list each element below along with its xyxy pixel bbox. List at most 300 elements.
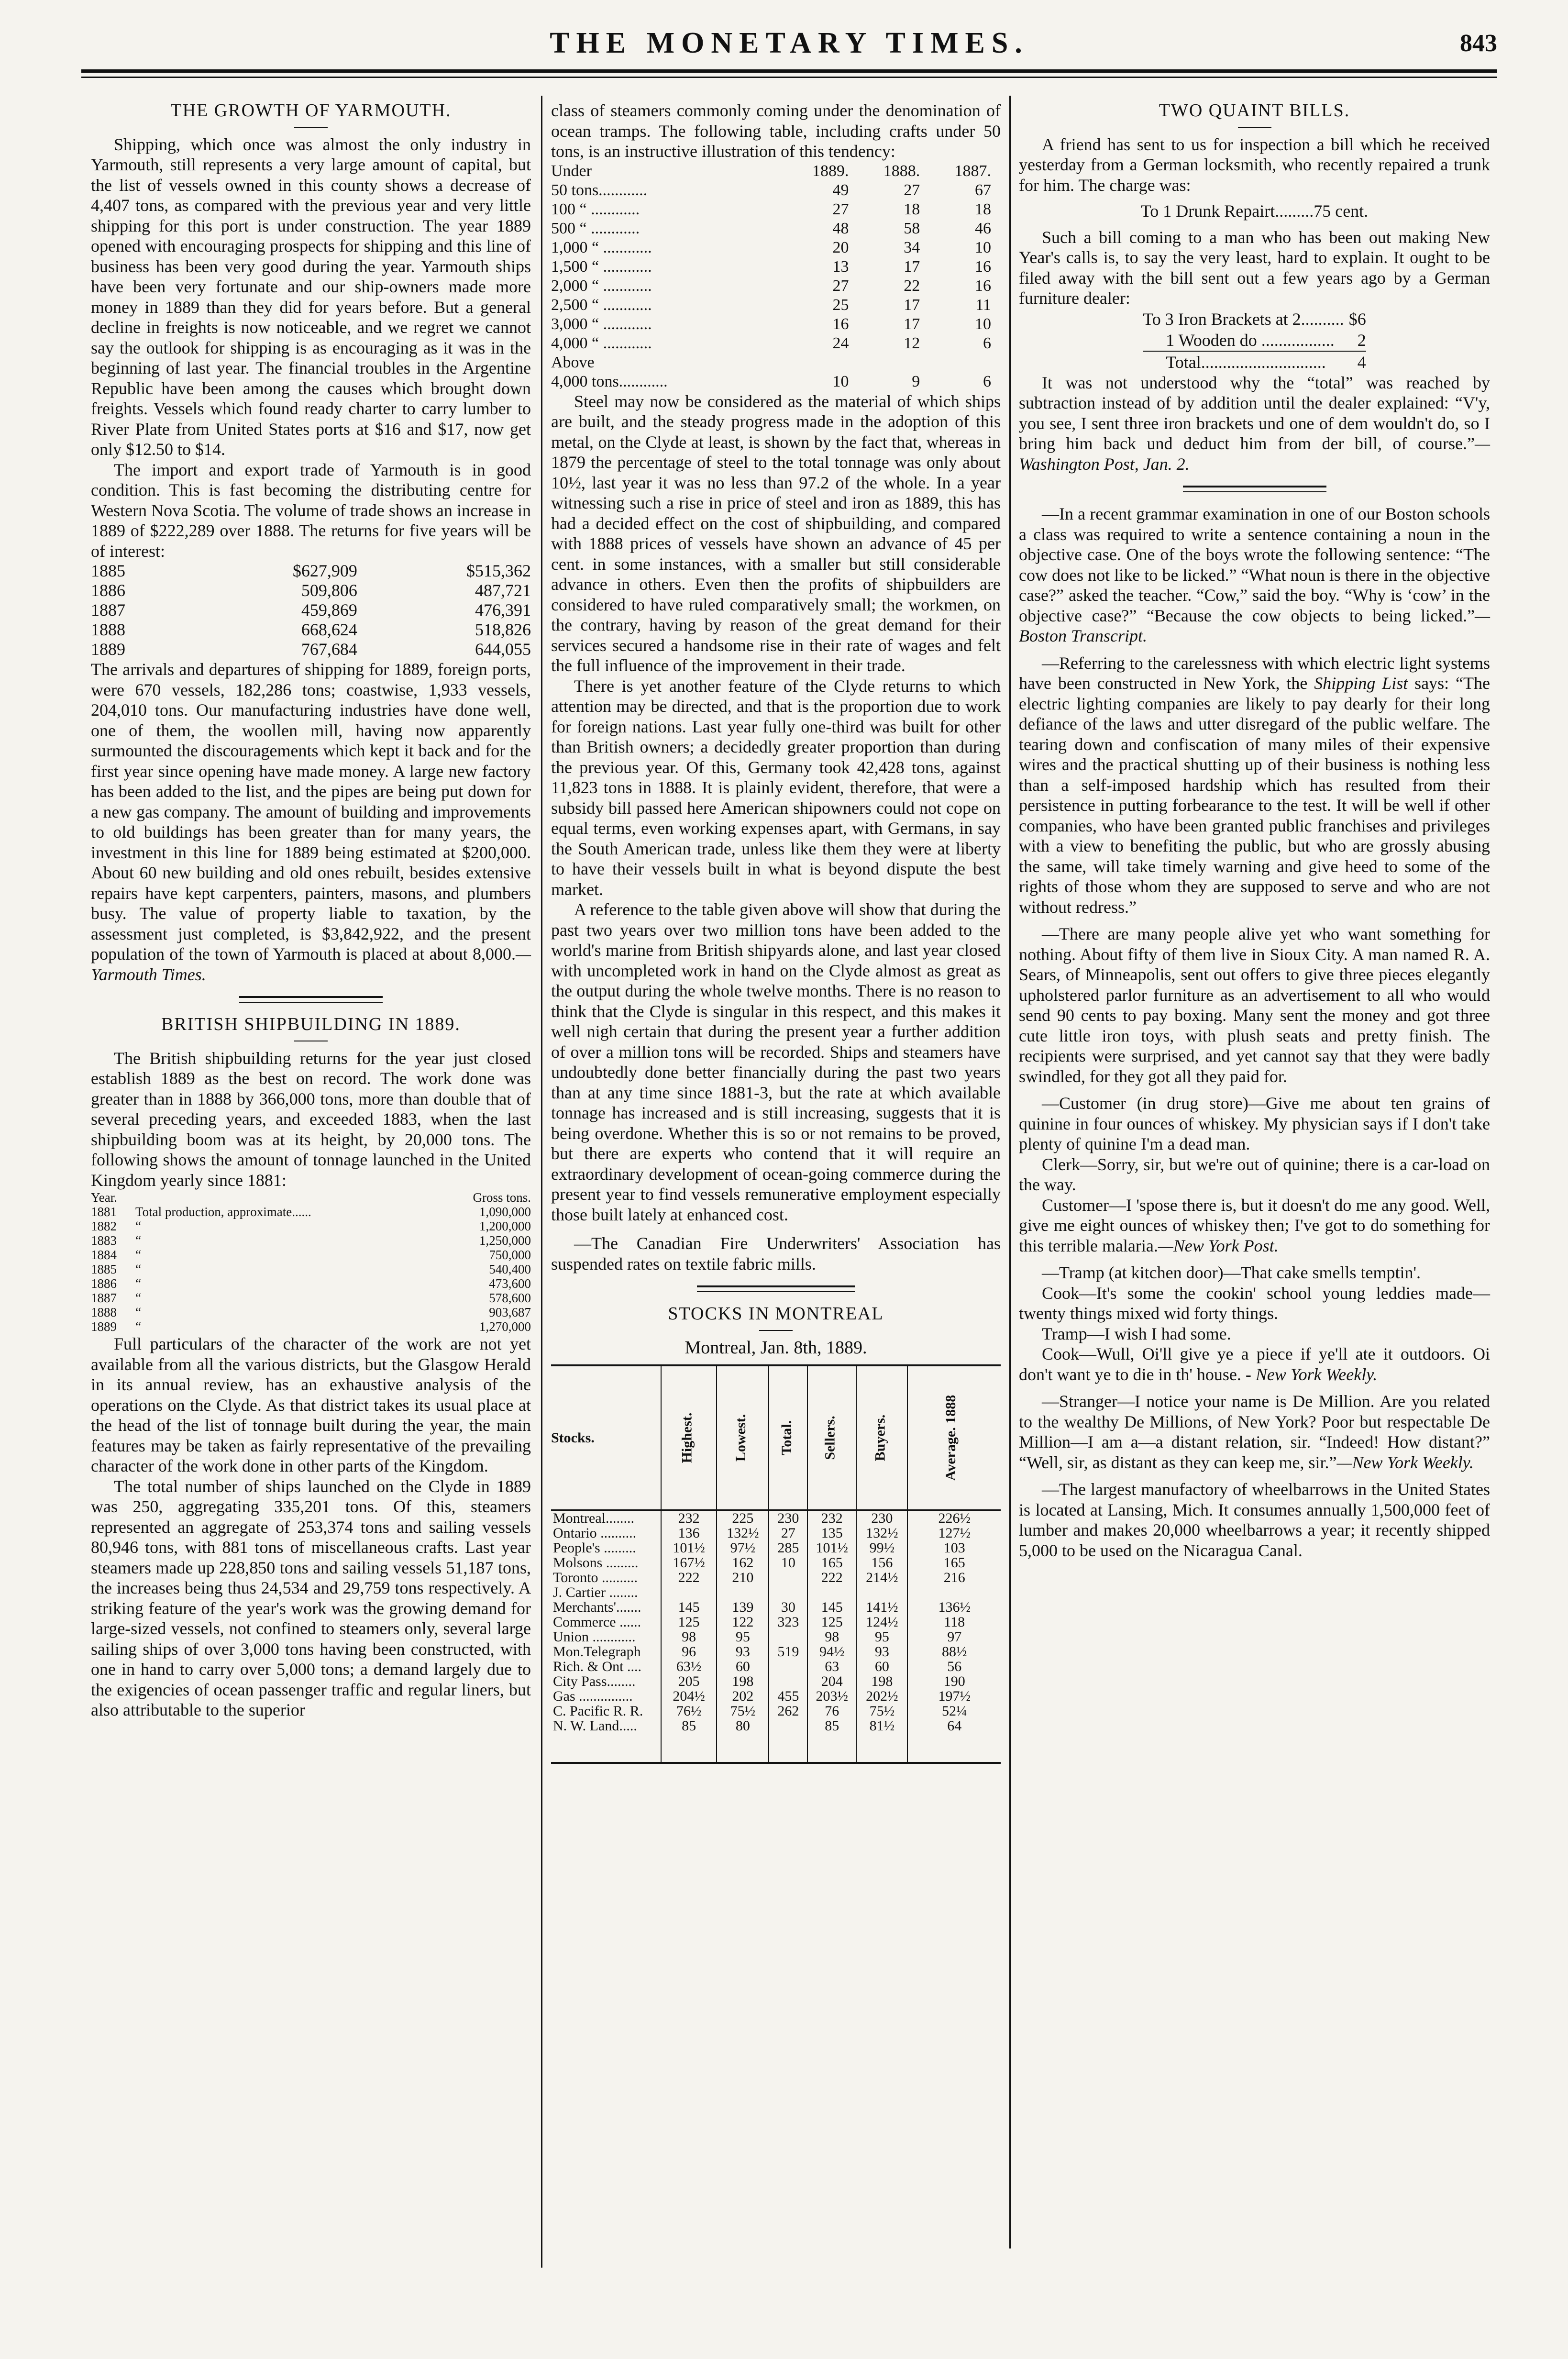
stock-value: 136	[661, 1526, 717, 1540]
table-cell-year: 1882	[91, 1219, 117, 1233]
stock-value: 222	[807, 1570, 856, 1585]
source-credit: —Washington Post, Jan. 2.	[1019, 434, 1490, 474]
stock-value: 167½	[661, 1555, 717, 1570]
section-divider	[1183, 486, 1326, 492]
column-header-label: Stocks.	[551, 1429, 595, 1446]
paragraph-text: —In a recent grammar examination in one of our Boston schools a class was required to write a sentence containing a noun in the objective case. One of the boys wrote the following sentence: “The cow does not like to be licked.” “What noun is there in the objective case?” asked the teacher. “Cow,” said the boy. “Why is ‘cow’ in the objective case?” “Because the cow objects to being licked.”	[1019, 504, 1490, 625]
stock-name: Molsons .........	[551, 1555, 661, 1570]
stock-value: 125	[661, 1615, 717, 1629]
stock-value: 232	[661, 1510, 717, 1526]
column-header-label: Buyers.	[872, 1414, 888, 1461]
stock-value: 60	[717, 1659, 769, 1674]
table-cell-label: 2,000 “ ............	[551, 277, 652, 295]
table-cell-tons: 1,270,000	[479, 1319, 531, 1334]
stock-value: 93	[717, 1644, 769, 1659]
page-number: 843	[1460, 30, 1497, 57]
table-cell-year: 1886	[91, 1276, 117, 1291]
column-left	[91, 96, 531, 1720]
newspaper-title: THE MONETARY TIMES.	[550, 27, 1029, 59]
stock-value: 132½	[717, 1526, 769, 1540]
stock-value: 98	[661, 1629, 717, 1644]
stock-value: 230	[856, 1510, 907, 1526]
stock-value: 124½	[856, 1615, 907, 1629]
source-credit: —New York Post.	[1158, 1236, 1279, 1255]
stock-value: 10	[769, 1555, 807, 1570]
paragraph	[1019, 504, 1490, 646]
stock-value: 85	[807, 1718, 856, 1733]
paragraph: —Tramp (at kitchen door)—That cake smells temptin'.	[1042, 1263, 1421, 1282]
stock-value: 127½	[938, 1525, 971, 1541]
bill-total-row	[1143, 351, 1366, 373]
table-cell-exports: 518,826	[475, 620, 531, 639]
stock-name: Gas ...............	[551, 1689, 661, 1704]
stock-name: People's .........	[551, 1540, 661, 1555]
table-cell: 17	[904, 257, 920, 276]
table-row	[91, 561, 531, 581]
table-cell: 6	[983, 334, 991, 352]
table-cell-year: 1883	[91, 1233, 117, 1248]
column-header	[807, 1366, 856, 1510]
table-cell-ditto: “	[135, 1262, 141, 1276]
stock-name: City Pass........	[551, 1674, 661, 1689]
table-cell-year: 1887	[91, 600, 125, 620]
table-row	[91, 600, 531, 620]
table-cell-tons: 1,250,000	[479, 1233, 531, 1248]
publication-name: Shipping List	[1314, 674, 1408, 693]
table-header-row	[551, 162, 991, 181]
table-cell-label: Total production, approximate......	[135, 1205, 311, 1219]
table-cell-tons: 903,687	[489, 1305, 531, 1319]
stock-value: 205	[661, 1674, 717, 1689]
paragraph-text: The arrivals and departures of shipping for 1889, foreign ports, were 670 vessels, 182,286 tons; coastwise, 1,933 vessels, 204,010 tons. Our manufacturing industries have done well, one of them, the woollen mill, having now apparently surmounted the discouragements which kept it back and for the first year since opening have made money. A large new factory has been added to the list, and the pipes are being put down for a new gas company. The amount of building and improvements to old buildings has been greater than for many years, the investment in this line for 1889 being estimated at $200,000. About 60 new building and old ones rebuilt, besides extensive repairs have kept carpenters, painters, masons, and plumbers busy. The value of property liable to taxation, by the assessment just completed, is $3,842,922, and the present population of the town of Yarmouth is placed at about 8,000.	[91, 660, 531, 964]
paragraph-text: It was not understood why the “total” was reached by subtraction instead of by addition until the dealer explained: “V'y, you see, I sent three iron brackets und one of dem wouldn't do, so I bring him back und deduct him from der bill, of course.”	[1019, 373, 1490, 453]
column-header	[661, 1366, 717, 1510]
stock-value: 198	[856, 1674, 907, 1689]
paragraph: —Customer (in drug store)—Give me about ten grains of quinine in four ounces of whiskey. My physician says if I don't take plenty of quinine I'm a dead man.	[1019, 1094, 1490, 1153]
table-cell-year: 1884	[91, 1248, 117, 1262]
table-cell-imports: 459,869	[301, 600, 357, 620]
masthead-rule	[81, 69, 1497, 73]
column-divider	[1009, 96, 1011, 2248]
stock-value: 95	[717, 1629, 769, 1644]
table-cell-ditto: “	[135, 1219, 141, 1233]
stock-value	[769, 1629, 807, 1644]
table-cell-exports: 644,055	[475, 640, 531, 659]
table-row	[551, 200, 991, 219]
column-header-label: Average. 1888	[943, 1395, 959, 1481]
stock-value: 222	[661, 1570, 717, 1585]
stock-name: Union ............	[551, 1629, 661, 1644]
paragraph	[1019, 373, 1490, 475]
stock-value: 125	[807, 1615, 856, 1629]
table-row	[551, 334, 991, 353]
table-cell: 9	[912, 372, 920, 390]
stock-value: 75½	[856, 1704, 907, 1718]
table-row	[551, 1600, 1001, 1615]
stock-value: 60	[856, 1659, 907, 1674]
stock-value: 225	[717, 1510, 769, 1526]
table-cell: 10	[975, 238, 991, 256]
stock-value: 216	[943, 1569, 965, 1585]
table-cell-exports: 476,391	[475, 600, 531, 620]
table-cell-year: 1889	[91, 640, 125, 659]
table-cell: 11	[975, 296, 991, 314]
stock-value: 95	[856, 1629, 907, 1644]
paragraph-text: Customer—I 'spose there is, but it doesn't do me any good. Well, give me eight ounces of whiskey then; I've got to do something for this terrible malaria.	[1019, 1195, 1490, 1255]
stock-value: 75½	[717, 1704, 769, 1718]
column-middle	[551, 100, 1001, 1764]
table-cell-label: 4,000 “ ............	[551, 334, 652, 352]
column-header	[717, 1366, 769, 1510]
table-cell-ditto: “	[135, 1305, 141, 1319]
stock-value: 204½	[661, 1689, 717, 1704]
tonnage-launched-table	[91, 1190, 531, 1334]
heading-rule	[294, 127, 328, 128]
stock-value: 232	[807, 1510, 856, 1526]
stock-value: 230	[769, 1510, 807, 1526]
table-row	[551, 1718, 1001, 1733]
paragraph: —The Canadian Fire Underwriters' Association has suspended rates on textile fabric mills.	[551, 1234, 1001, 1274]
table-cell-tons: 1,090,000	[479, 1205, 531, 1219]
table-cell-label: Above	[551, 353, 595, 371]
table-cell: 20	[832, 238, 849, 256]
column-header-label: Total.	[779, 1420, 795, 1455]
column-right	[1019, 96, 1490, 1561]
paragraph: Tramp—I wish I had some.	[1042, 1324, 1231, 1343]
stock-value	[769, 1659, 807, 1674]
table-cell-imports: 668,624	[301, 620, 357, 639]
table-header-row	[551, 1366, 1001, 1510]
stock-value: 94½	[807, 1644, 856, 1659]
table-row	[91, 1233, 531, 1248]
table-cell-ditto: “	[135, 1248, 141, 1262]
vessel-size-table	[551, 162, 991, 391]
stock-value: 165	[943, 1554, 965, 1571]
article-heading-stocks: STOCKS IN MONTREAL	[668, 1304, 884, 1324]
table-cell: 27	[832, 277, 849, 295]
paragraph: Clerk—Sorry, sir, but we're out of quinine; there is a car-load on the way.	[1019, 1154, 1490, 1194]
stock-value: 323	[769, 1615, 807, 1629]
table-cell: 58	[904, 219, 920, 237]
article-heading-shipbuilding: BRITISH SHIPBUILDING IN 1889.	[161, 1014, 461, 1034]
table-cell: 18	[975, 200, 991, 218]
table-cell: 17	[904, 315, 920, 333]
paragraph: A friend has sent to us for inspection a bill which he received yesterday from a German locksmith, who recently repaired a trunk for him. The charge was:	[1019, 134, 1490, 195]
column-header-label: Sellers.	[822, 1416, 839, 1460]
bill-total-amount: 4	[1344, 351, 1366, 373]
stock-name: N. W. Land.....	[551, 1718, 661, 1733]
table-cell: 34	[904, 238, 920, 256]
paragraph	[91, 659, 531, 985]
table-cell: 10	[975, 315, 991, 333]
table-row	[91, 1319, 531, 1334]
table-cell-ditto: “	[135, 1276, 141, 1291]
table-cell-year: 1886	[91, 581, 125, 600]
table-cell: 25	[832, 296, 849, 314]
table-row	[91, 620, 531, 640]
table-cell: 22	[904, 277, 920, 295]
table-cell: 46	[975, 219, 991, 237]
stock-value: 101½	[807, 1540, 856, 1555]
table-row	[551, 1570, 1001, 1585]
bill-row	[1143, 330, 1366, 351]
table-cell-imports: 767,684	[301, 640, 357, 659]
stock-value: 64	[947, 1717, 962, 1734]
table-cell-tons: 578,600	[489, 1291, 531, 1305]
paragraph-text: Cook—Wull, Oi'll give ye a piece if ye'll ate it outdoors. Oi don't want ye to die in th' house.	[1019, 1344, 1490, 1384]
table-header-year: Year.	[91, 1190, 118, 1205]
paragraph: There is yet another feature of the Clyde returns to which attention may be directed, and that is the proportion due to work for foreign nations. Last year fully one-third was built for other than British owners; a decidedly greater proportion than during the previous year. Of this, Germany took 42,428 tons, against 11,823 tons in 1888. It is plainly evident, therefore, that were a subsidy bill passed here American shipowners could not cope on equal terms, even working expenses apart, with Germans, in say the South American trade, unless like them they were at liberty to have their vessels built in what is beyond dispute the best market.	[551, 676, 1001, 899]
table-row	[91, 1276, 531, 1291]
table-row	[551, 315, 991, 334]
paragraph: Such a bill coming to a man who has been out making New Year's calls is, to say the very least, hard to explain. It ought to be filed away with the bill sent out a few years ago by a German furniture dealer:	[1019, 227, 1490, 308]
table-row	[551, 1526, 1001, 1540]
table-row	[551, 219, 991, 238]
masthead-rule-thin	[81, 77, 1497, 78]
column-header	[769, 1366, 807, 1510]
stock-value: 101½	[661, 1540, 717, 1555]
stock-value: 165	[807, 1555, 856, 1570]
stock-value: 52¼	[941, 1703, 967, 1719]
stock-value	[856, 1585, 907, 1600]
table-cell-tons: 1,200,000	[479, 1219, 531, 1233]
table-header-year: 1889.	[812, 162, 849, 180]
column-header-label: Lowest.	[733, 1414, 749, 1462]
stock-name: J. Cartier ........	[551, 1585, 661, 1600]
table-header-year: 1888.	[883, 162, 920, 180]
bill-line: To 1 Drunk Repairt.........75 cent.	[1140, 201, 1369, 221]
stock-value: 88½	[941, 1643, 967, 1660]
table-cell-year: 1885	[91, 561, 125, 580]
table-cell: 16	[975, 277, 991, 295]
stock-value: 285	[769, 1540, 807, 1555]
table-cell-label: 100 “ ............	[551, 200, 640, 218]
table-row	[91, 581, 531, 600]
column-divider	[541, 96, 542, 2268]
bill-amount: $6	[1348, 309, 1366, 329]
paragraph-text: says: “The electric lighting companies are likely to pay dearly for their long defiance of the laws and utter disregard of the public welfare. The tearing down and confiscation of many miles of their expensive wires and the practical shutting up of their business is nothing less than a self-imposed hardship which has resulted from their persistence in putting forbearance to the test. It will be well if other companies, who have been granted public franchises and privileges with a view to benefiting the public, but who are grossly abusing the same, will take timely warning and give heed to some of the rights of those whom they are supposed to serve and who are not without redress.”	[1019, 674, 1490, 917]
table-cell: 67	[975, 181, 991, 199]
table-cell: 27	[904, 181, 920, 199]
table-header-row	[91, 1190, 531, 1205]
table-cell-imports: 509,806	[301, 581, 357, 600]
table-cell: 27	[832, 200, 849, 218]
stock-value: 27	[769, 1526, 807, 1540]
table-cell: 49	[832, 181, 849, 199]
stock-name: Toronto ..........	[551, 1570, 661, 1585]
bill-row	[1143, 309, 1366, 330]
stock-value: 226½	[938, 1510, 971, 1526]
stock-value: 197½	[938, 1688, 971, 1704]
stock-name: C. Pacific R. R.	[551, 1704, 661, 1718]
table-row	[551, 1689, 1001, 1704]
table-cell-label: 3,000 “ ............	[551, 315, 652, 333]
heading-rule	[759, 1330, 793, 1331]
stocks-table-frame	[551, 1364, 1001, 1764]
section-divider	[697, 1285, 855, 1292]
stock-value	[907, 1585, 1001, 1600]
stock-value: 80	[717, 1718, 769, 1733]
table-cell-label: 2,500 “ ............	[551, 296, 652, 314]
table-cell-year: 1888	[91, 620, 125, 639]
article-heading-yarmouth: THE GROWTH OF YARMOUTH.	[170, 100, 452, 121]
stock-value: 139	[717, 1600, 769, 1615]
stock-value: 210	[717, 1570, 769, 1585]
table-cell: 17	[904, 296, 920, 314]
table-cell-label: 4,000 tons............	[551, 372, 668, 390]
table-cell-tons: 473,600	[489, 1276, 531, 1291]
column-header	[856, 1366, 907, 1510]
table-cell-year: 1888	[91, 1305, 117, 1319]
stock-value: 93	[856, 1644, 907, 1659]
paragraph: The total number of ships launched on the Clyde in 1889 was 250, aggregating 335,201 tons. Of this, steamers represented an aggregate of 253,374 tons and sailing vessels 80,946 tons, with 881 tons of miscellaneous crafts. Last year steamers made up 228,850 tons and sailing vessels 51,187 tons, the increases being thus 24,534 and 29,759 tons respectively. A striking feature of the year's work was the growing demand for large-sized vessels, not confined to steamers only, several large sailing ships of over 3,000 tons having been constructed, with one in hand to carry over 5,000 tons; a demand largely due to the exigencies of ocean passenger traffic and regular liners, but also attributable to the superior	[91, 1476, 531, 1719]
stocks-dateline: Montreal, Jan. 8th, 1889.	[685, 1337, 867, 1358]
column-header	[551, 1366, 661, 1510]
stock-value: 96	[661, 1644, 717, 1659]
stock-value: 162	[717, 1555, 769, 1570]
bill-item: To 3 Iron Brackets at 2..........	[1143, 309, 1344, 329]
stock-value: 136½	[938, 1599, 971, 1615]
table-cell: 16	[832, 315, 849, 333]
table-cell-tons: 750,000	[489, 1248, 531, 1262]
table-row	[551, 238, 991, 257]
table-row	[551, 257, 991, 277]
table-cell-ditto: “	[135, 1291, 141, 1305]
trade-returns-table	[91, 561, 531, 659]
table-spacer-row	[551, 1733, 1001, 1762]
table-row	[91, 1219, 531, 1233]
table-row	[551, 1585, 1001, 1600]
stock-value: 76½	[661, 1704, 717, 1718]
table-row	[91, 1291, 531, 1305]
table-cell: 24	[832, 334, 849, 352]
table-cell-year: 1889	[91, 1319, 117, 1334]
table-row	[551, 1644, 1001, 1659]
table-cell-label: 1,500 “ ............	[551, 257, 652, 276]
table-cell-imports: $627,909	[292, 561, 357, 580]
stock-value: 156	[856, 1555, 907, 1570]
stock-value: 97½	[717, 1540, 769, 1555]
paragraph: class of steamers commonly coming under the denomination of ocean tramps. The following table, including crafts under 50 tons, is an instructive illustration of this tendency:	[551, 101, 1001, 161]
paragraph: —The largest manufactory of wheelbarrows in the United States is located at Lansing, Mich. It consumes annually 1,500,000 feet of lumber and makes 20,000 wheelbarrows a year; it recently shipped 5,000 to be used on the Nicaragua Canal.	[1019, 1480, 1490, 1560]
stock-value: 81½	[856, 1718, 907, 1733]
table-cell-label: 500 “ ............	[551, 219, 640, 237]
paragraph-text: —Referring to the carelessness with which electric light systems have been constructed in New York, the	[1019, 653, 1490, 693]
paragraph: The import and export trade of Yarmouth is in good condition. This is fast becoming the distributing centre for Western Nova Scotia. The volume of trade shows an increase in 1889 of $222,289 over 1888. The returns for five years will be of interest:	[91, 460, 531, 561]
table-row	[551, 1555, 1001, 1570]
table-row	[551, 372, 991, 391]
stock-value: 99½	[856, 1540, 907, 1555]
source-credit: - New York Weekly.	[1245, 1364, 1378, 1384]
masthead	[81, 26, 1497, 60]
stock-name: Rich. & Ont ....	[551, 1659, 661, 1674]
table-row	[551, 353, 991, 372]
paragraph: —There are many people alive yet who want something for nothing. About fifty of them live in Sioux City. A man named R. A. Sears, of Minneapolis, sent out offers to give three pieces elegantly upholstered parlor furniture as an advertisement to all who would send 90 cents to pay boxing. Many sent the money and got three cute little iron toys, with plush seats and pretty finish. The recipients were surprised, and yet cannot say that they were badly swindled, for they got all they paid for.	[1019, 924, 1490, 1086]
stock-value: 145	[807, 1600, 856, 1615]
table-cell-year: 1881	[91, 1205, 117, 1219]
article-heading-bills: TWO QUAINT BILLS.	[1159, 100, 1350, 121]
stocks-table-body	[551, 1510, 1001, 1762]
table-cell-label: 1,000 “ ............	[551, 238, 652, 256]
stock-value: 202	[717, 1689, 769, 1704]
paragraph	[1019, 1391, 1490, 1473]
table-cell: 16	[975, 257, 991, 276]
table-cell: 18	[904, 200, 920, 218]
stock-value: 519	[769, 1644, 807, 1659]
stock-value: 214½	[856, 1570, 907, 1585]
stock-value: 198	[717, 1674, 769, 1689]
stock-value: 202½	[856, 1689, 907, 1704]
table-row	[551, 1510, 1001, 1526]
stocks-table	[551, 1366, 1001, 1762]
paragraph: A reference to the table given above will show that during the past two years over two million tons have been added to the world's marine from British shipyards alone, and last year closed with uncompleted work in hand on the Clyde almost as great as the output during the whole twelve months. There is no reason to think that the Clyde is singular in this respect, and this makes it well nigh certain that during the present year a further addition of over a million tons will be recorded. Ships and steamers have undoubtedly done better financially during the past two years than at any time since 1881-3, but the rate at which available tonnage has increased and is still increasing, suggests that it is being overdone. Whether this is so or not remains to be proved, but there are experts who contend that it will require an extraordinary development of ocean-going commerce during the present year to find vessels remunerative employment especially those built lately at enhanced cost.	[551, 900, 1001, 1224]
table-cell-ditto: “	[135, 1319, 141, 1334]
stock-name: Merchants'.......	[551, 1600, 661, 1615]
source-credit: —Yarmouth Times.	[91, 944, 531, 984]
stock-value: 135	[807, 1526, 856, 1540]
table-header-label: Under	[551, 162, 592, 180]
table-header-gross: Gross tons.	[473, 1190, 531, 1205]
table-cell: 6	[983, 372, 991, 390]
table-row	[551, 1540, 1001, 1555]
bill-total-label: Total.............................	[1143, 351, 1344, 373]
table-row	[91, 1205, 531, 1219]
table-cell: 10	[832, 372, 849, 390]
stock-name: Commerce ......	[551, 1615, 661, 1629]
table-row	[91, 1305, 531, 1319]
table-cell-exports: 487,721	[475, 581, 531, 600]
stock-value: 132½	[856, 1526, 907, 1540]
table-cell-tons: 540,400	[489, 1262, 531, 1276]
paragraph	[1019, 1195, 1490, 1256]
table-row	[551, 1629, 1001, 1644]
table-cell: 12	[904, 334, 920, 352]
paragraph: Shipping, which once was almost the only industry in Yarmouth, still represents a very large amount of capital, but the list of vessels owned in this county shows a decrease of 4,407 tons, as compared with the previous year and very little shipping for this port is under construction. The year 1889 opened with encouraging prospects for shipping and this line of business has been very good during the year. Yarmouth ships have been very fortunate and our ship-owners made more money in 1889 than they did for years before. But a general decline in freights is now noticeable, and we regret we cannot say the outlook for shipping is as encouraging as it was in the beginning of last year. The financial troubles in the Argentine Republic have been among the causes which brought down freights. Vessels which found ready charter to carry lumber to River Plate from United States ports at $16 and $17, now get only $12.50 to $14.	[91, 134, 531, 459]
heading-rule	[1238, 127, 1271, 128]
table-cell: 48	[832, 219, 849, 237]
table-row	[551, 181, 991, 200]
stock-value: 455	[769, 1689, 807, 1704]
stock-value	[661, 1585, 717, 1600]
table-row	[91, 1262, 531, 1276]
column-header	[907, 1366, 1001, 1510]
bill-item: 1 Wooden do .................	[1166, 330, 1335, 350]
stock-value	[769, 1674, 807, 1689]
table-row	[91, 640, 531, 659]
stock-value: 63½	[661, 1659, 717, 1674]
source-credit: —Boston Transcript.	[1019, 606, 1490, 645]
stock-value	[769, 1718, 807, 1733]
stock-value: 204	[807, 1674, 856, 1689]
table-cell: 13	[832, 257, 849, 276]
stock-value: 262	[769, 1704, 807, 1718]
stock-value	[769, 1570, 807, 1585]
table-row	[551, 277, 991, 296]
stock-value: 141½	[856, 1600, 907, 1615]
stock-value: 97	[947, 1628, 962, 1645]
paragraph	[1019, 1344, 1490, 1384]
table-row	[551, 1659, 1001, 1674]
table-row	[551, 1615, 1001, 1629]
paragraph: Steel may now be considered as the material of which ships are built, and the steady progress made in the adoption of this metal, on the Clyde at least, is shown by the fact that, whereas in 1879 the percentage of steel to the total tonnage was only about 10½, last year it was no less than 97.2 of the whole. In a year witnessing such a rise in price of steel and iron as 1889, this has had a decided effect on the cost of shipbuilding, and compared with 1888 prices of vessels have shown an advance of 45 per cent. in some instances, with a smaller but still considerable advance in others. Even then the profits of shipbuilders are considered to have ruled comparatively small; the workmen, on the contrary, having by reason of the great demand for their services secured a handsome rise in their rate of wages and felt the full influence of the improvement in their trade.	[551, 391, 1001, 675]
column-header-label: Highest.	[679, 1412, 695, 1463]
source-credit: —New York Weekly.	[1336, 1452, 1474, 1472]
stock-value: 103	[943, 1539, 965, 1556]
table-cell-exports: $515,362	[466, 561, 531, 580]
stock-value	[717, 1585, 769, 1600]
furniture-bill	[1143, 309, 1366, 373]
stock-value: 30	[769, 1600, 807, 1615]
